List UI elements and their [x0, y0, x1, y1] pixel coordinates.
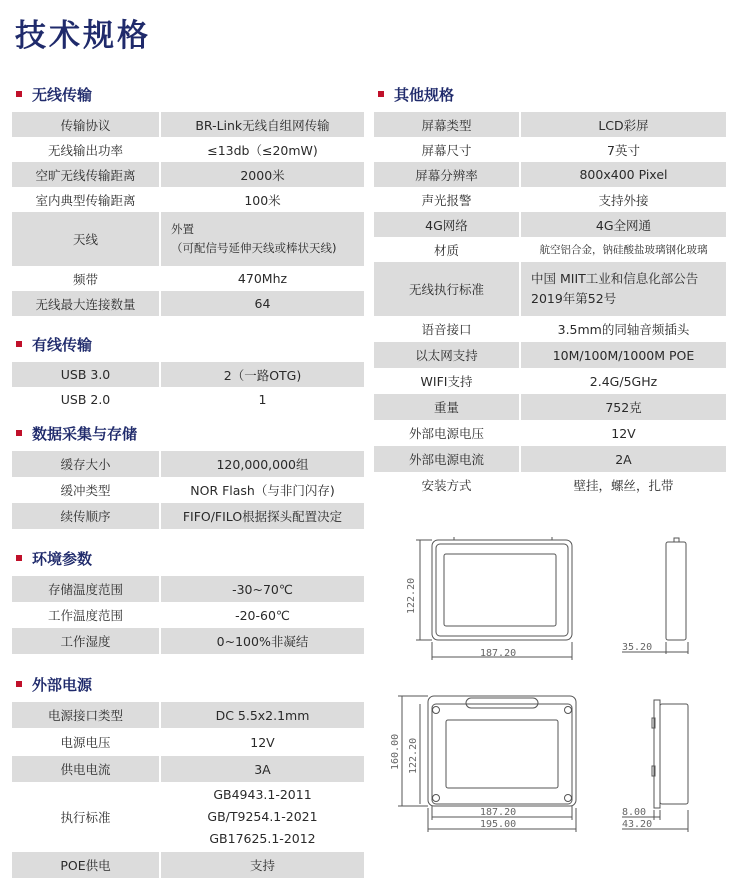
table-row: 执行标准 GB4943.1-2011 GB/T9254.1-2021 GB17625.1-2012	[12, 782, 364, 852]
section-heading: 无线传输	[12, 82, 364, 106]
power-table	[12, 702, 364, 878]
bullet-icon	[16, 430, 22, 436]
table-row: 屏幕分辨率 800x400 Pixel	[374, 162, 726, 187]
table-row: 外部电源电流 2A	[374, 446, 726, 472]
table-row: 工作温度范围 -20-60℃	[12, 602, 364, 628]
table-row: POE供电 支持	[12, 852, 364, 878]
table-row: WIFI支持 2.4G/5GHz	[374, 368, 726, 394]
section-heading: 有线传输	[12, 332, 364, 356]
dimension-drawings	[376, 520, 726, 840]
bullet-icon	[378, 91, 384, 97]
dim-back-outer-width: 195.00	[480, 819, 517, 830]
table-row: 缓冲类型 NOR Flash（与非门闪存)	[12, 477, 364, 503]
table-row: 频带 470Mhz	[12, 266, 364, 291]
section-wireless	[12, 82, 364, 316]
page-title: 技术规格	[15, 18, 151, 54]
front-view-drawing	[416, 537, 572, 660]
table-row: 无线最大连接数量 64	[12, 291, 364, 316]
table-row: 声光报警 支持外接	[374, 187, 726, 212]
section-heading: 外部电源	[12, 672, 364, 696]
table-row: USB 3.0 2（一路OTG)	[12, 362, 364, 387]
table-row: 材质 航空铝合金，钠硅酸盐玻璃钢化玻璃	[374, 237, 726, 262]
dim-side2-bracket: 8.00	[622, 807, 647, 818]
dim-back-inner-height: 122.20	[408, 737, 419, 774]
table-row: 以太网支持 10M/100M/1000M POE	[374, 342, 726, 368]
wired-table	[12, 362, 364, 412]
environment-table	[12, 576, 364, 654]
dim-side-depth: 35.20	[622, 642, 653, 653]
table-row: 工作湿度 0~100%非凝结	[12, 628, 364, 654]
dim-side2-depth: 43.20	[622, 819, 653, 830]
table-row: 传输协议 BR-Link无线自组网传输	[12, 112, 364, 137]
wireless-table	[12, 112, 364, 316]
table-row: 外部电源电压 12V	[374, 420, 726, 446]
table-row: 缓存大小 120,000,000组	[12, 451, 364, 477]
bullet-icon	[16, 681, 22, 687]
table-row: 语音接口 3.5mm的同轴音频插头	[374, 316, 726, 342]
bullet-icon	[16, 555, 22, 561]
table-row: 屏幕尺寸 7英寸	[374, 137, 726, 162]
section-other	[374, 82, 726, 498]
table-row: 重量 752克	[374, 394, 726, 420]
dim-back-outer-height: 160.00	[390, 733, 401, 770]
table-row: 无线执行标准 中国 MIIT工业和信息化部公告 2019年第52号	[374, 262, 726, 316]
section-heading: 其他规格	[374, 82, 726, 106]
table-row: 电源接口类型 DC 5.5x2.1mm	[12, 702, 364, 728]
dim-front-height: 122.20	[406, 577, 417, 614]
bullet-icon	[16, 341, 22, 347]
table-row: 屏幕类型 LCD彩屏	[374, 112, 726, 137]
table-row: 安装方式 壁挂，螺丝，扎带	[374, 472, 726, 498]
storage-table	[12, 451, 364, 529]
table-row: USB 2.0 1	[12, 387, 364, 412]
table-row: 电源电压 12V	[12, 728, 364, 756]
table-row: 天线 外置 （可配信号延伸天线或棒状天线)	[12, 212, 364, 266]
dim-front-width: 187.20	[480, 648, 517, 659]
table-row: 空旷无线传输距离 2000米	[12, 162, 364, 187]
table-row: 无线输出功率 ≤13db（≤20mW)	[12, 137, 364, 162]
table-row: 室内典型传输距离 100米	[12, 187, 364, 212]
section-heading: 环境参数	[12, 546, 364, 570]
table-row: 4G网络 4G全网通	[374, 212, 726, 237]
bullet-icon	[16, 91, 22, 97]
section-power	[12, 672, 364, 878]
side-view-drawing	[622, 538, 688, 654]
table-row: 续传顺序 FIFO/FILO根据探头配置决定	[12, 503, 364, 529]
section-wired	[12, 332, 364, 412]
other-table	[374, 112, 726, 498]
section-environment	[12, 546, 364, 654]
dim-back-inner-width: 187.20	[480, 807, 517, 818]
section-heading: 数据采集与存储	[12, 421, 364, 445]
table-row: 供电电流 3A	[12, 756, 364, 782]
table-row: 存储温度范围 -30~70℃	[12, 576, 364, 602]
section-storage	[12, 421, 364, 529]
